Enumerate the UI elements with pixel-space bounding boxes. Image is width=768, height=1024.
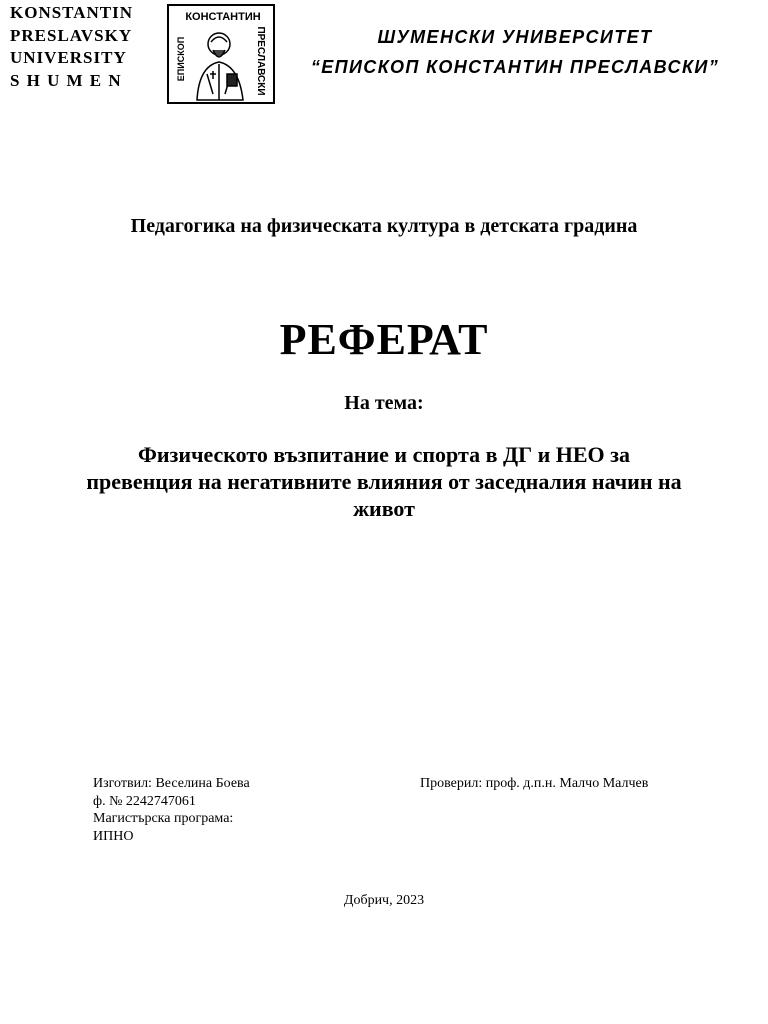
seal-left-text: ЕПИСКОП xyxy=(176,36,186,82)
prepared-by-name: Изготвил: Веселина Боева xyxy=(93,776,250,791)
checked-by: Проверил: проф. д.п.н. Малчо Малчев xyxy=(420,776,649,791)
latin-name-line: UNIVERSITY xyxy=(10,48,127,67)
program-name: ИПНО xyxy=(93,828,134,844)
bg-name-line-2: “ЕПИСКОП КОНСТАНТИН ПРЕСЛАВСКИ” xyxy=(310,57,720,77)
seal-right-text: ПРЕСЛАВСКИ xyxy=(255,26,266,96)
latin-name-line: PRESLAVSKY xyxy=(10,25,133,45)
latin-name-line: KONSTANTIN xyxy=(10,3,134,22)
topic-label: На тема: xyxy=(344,392,424,414)
document-type-heading: РЕФЕРАТ xyxy=(279,315,489,364)
bg-name-line-1: ШУМЕНСКИ УНИВЕРСИТЕТ xyxy=(377,27,653,47)
place-and-year: Добрич, 2023 xyxy=(343,893,425,908)
latin-name-line: SHUMEN xyxy=(10,70,128,90)
course-title: Педагогика на физическата култура в детската градина xyxy=(130,215,638,237)
university-seal-logo xyxy=(167,4,275,104)
seal-top-text: КОНСТАНТИН xyxy=(185,11,261,23)
university-latin-name xyxy=(10,2,145,92)
program-label: Магистърска програма: xyxy=(93,811,234,826)
topic-title: Физическото възпитание и спорта в ДГ и НЕО за превенция на негативните влияния от заседналия начин на живот xyxy=(86,442,682,521)
faculty-number: ф. № 2242747061 xyxy=(93,793,196,809)
prepared-by-block xyxy=(93,775,353,845)
university-bulgarian-name xyxy=(280,22,750,82)
